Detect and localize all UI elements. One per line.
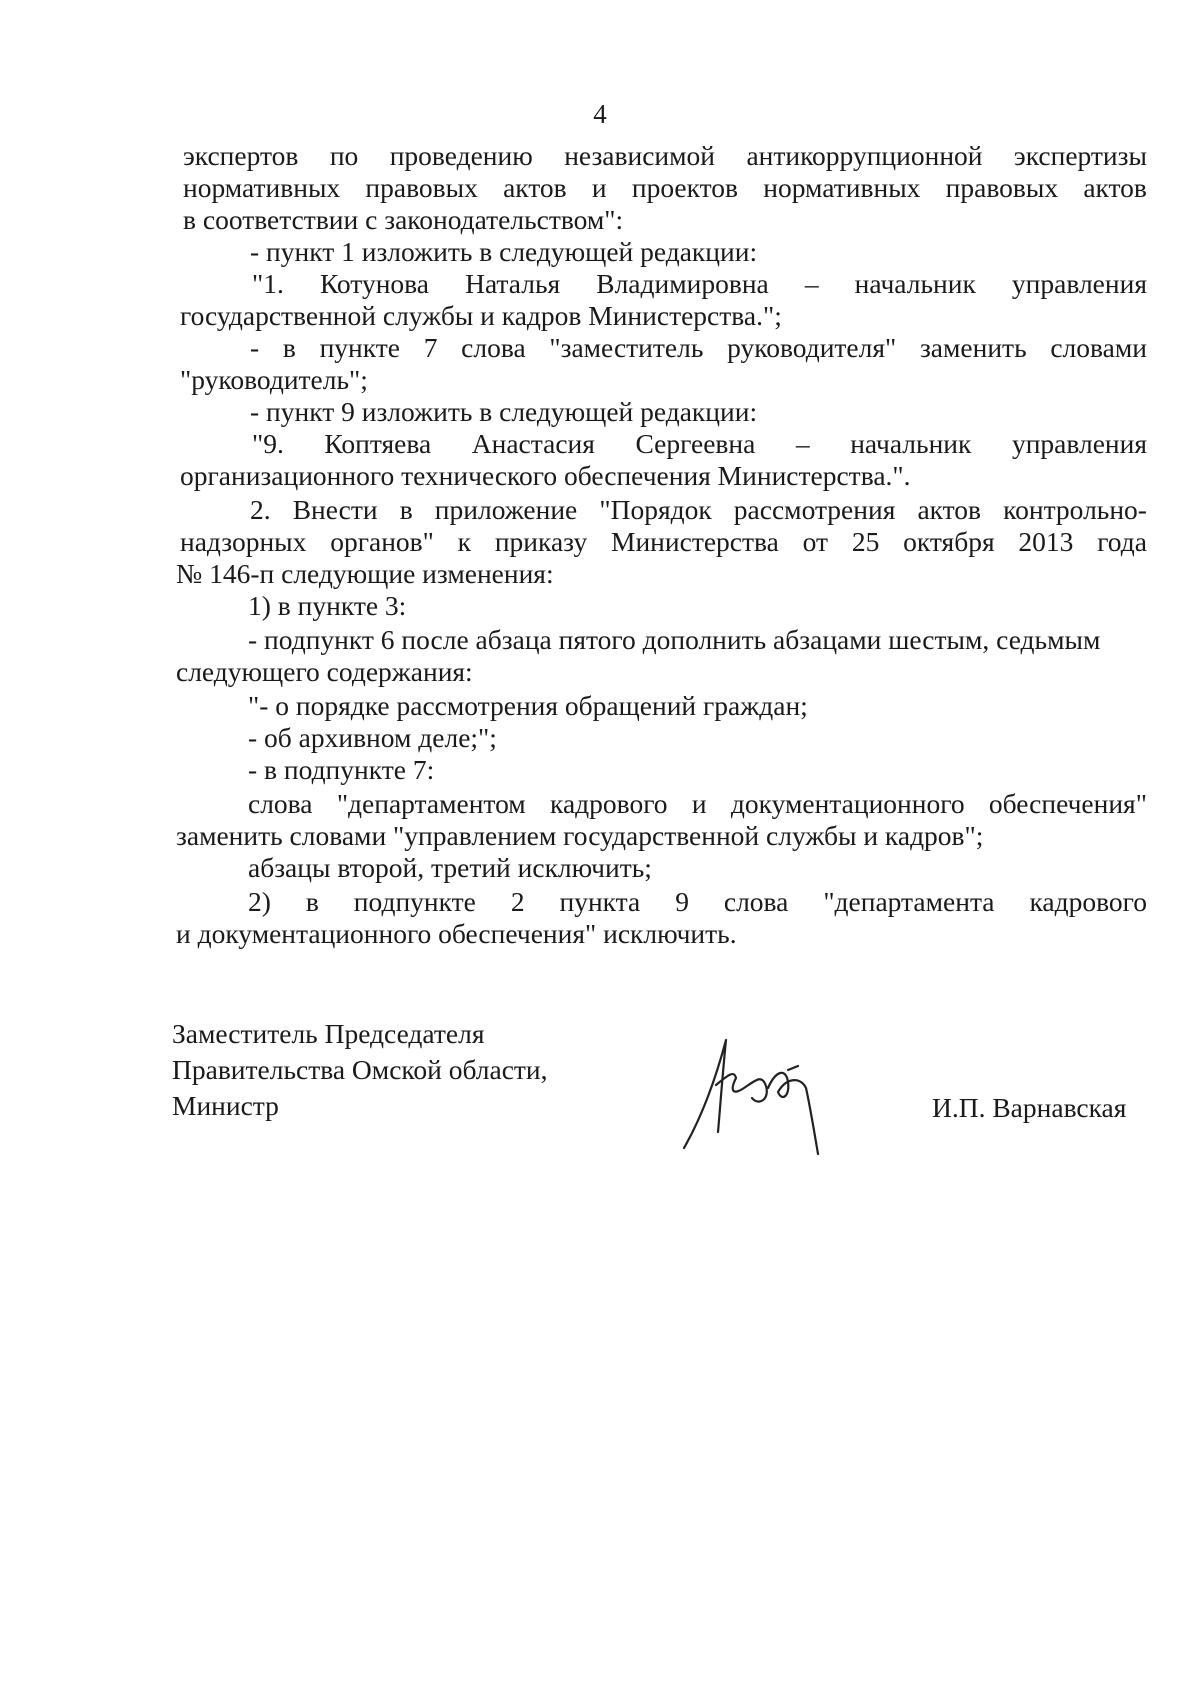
text-line: и документационного обеспечения" исключить. [176,918,737,949]
text-line: надзорных органов" к приказу Министерства от 25 октября 2013 года [180,526,1147,557]
text-line: "9. Коптяева Анастасия Сергеевна – начальник управления [252,428,1147,459]
text-line: государственной службы и кадров Министерства."; [180,300,782,331]
handwritten-signature [670,1030,850,1160]
text-line: организационного технического обеспечения Министерства.". [180,460,911,491]
text-line: "руководитель"; [180,364,368,395]
text-line: 2. Внести в приложение "Порядок рассмотрения актов контрольно- [250,494,1147,525]
text-line: "1. Котунова Наталья Владимировна – начальник управления [252,268,1147,299]
text-line: заменить словами "управлением государственной службы и кадров"; [176,820,984,851]
text-line: - пункт 1 изложить в следующей редакции: [250,236,758,267]
text-line: - об архивном деле;"; [248,722,497,753]
text-line: нормативных правовых актов и проектов нормативных правовых актов [183,172,1147,203]
signature-position [172,1016,548,1124]
signer-title-line: Министр [172,1090,279,1121]
text-line: № 146-п следующие изменения: [176,558,554,589]
signer-title-line: Заместитель Председателя [172,1018,485,1049]
text-line: 2) в подпункте 2 пункта 9 слова "департамента кадрового [248,886,1147,917]
text-line: абзацы второй, третий исключить; [248,852,652,883]
text-line: слова "департаментом кадрового и документационного обеспечения" [248,788,1147,819]
text-line: 1) в пункте 3: [248,590,407,621]
text-line: экспертов по проведению независимой антикоррупционной экспертизы [183,140,1147,171]
page-number: 4 [593,99,607,129]
text-line: в соответствии с законодательством": [183,204,624,235]
signer-title-line: Правительства Омской области, [172,1054,548,1085]
text-line: следующего содержания: [176,656,473,687]
text-line: - в подпункте 7: [248,754,435,785]
signer-name: И.П. Варнавская [932,1092,1127,1123]
text-line: "- о порядке рассмотрения обращений граждан; [248,690,808,721]
text-line: - пункт 9 изложить в следующей редакции: [250,396,758,427]
text-line: - в пункте 7 слова "заместитель руководителя" заменить словами [250,332,1147,363]
text-line: - подпункт 6 после абзаца пятого дополнить абзацами шестым, седьмым [248,624,1101,655]
